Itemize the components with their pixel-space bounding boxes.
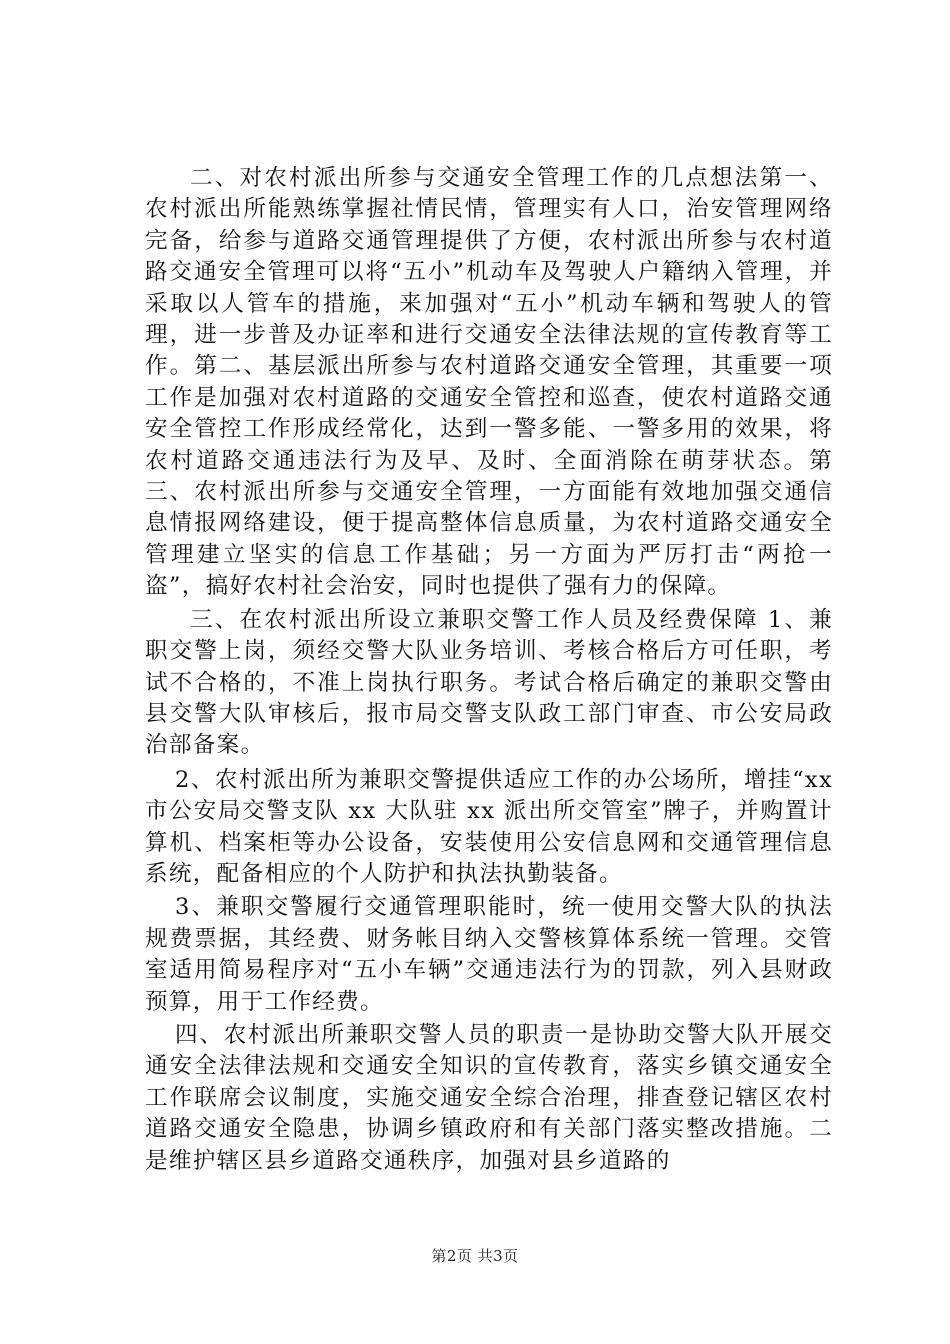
- paragraph-section-two: 二、对农村派出所参与交通安全管理工作的几点想法第一、农村派出所能熟练掌握社情民情，管理实有人口，治安管理网络完备，给参与道路交通管理提供了方便，农村派出所参与农村道路交通安全管理可以将“五小”机动车及驾驶人户籍纳入管理，并采取以人管车的措施，来加强对“五小”机动车辆和驾驶人的管理，进一步普及办证率和进行交通安全法律法规的宣传教育等工作。第二、基层派出所参与农村道路交通安全管理，其重要一项工作是加强对农村道路的交通安全管控和巡查，使农村道路交通安全管控工作形成经常化，达到一警多能、一警多用的效果，将农村道路交通违法行为及早、及时、全面消除在萌芽状态。第三、农村派出所参与交通安全管理，一方面能有效地加强交通信息情报网络建设，便于提高整体信息质量，为农村道路交通安全管理建立坚实的信息工作基础；另一方面为严厉打击“两抢一盗”，搞好农村社会治安，同时也提供了强有力的保障。: [145, 165, 833, 600]
- paragraph-item-two: 2、农村派出所为兼职交警提供适应工作的办公场所，增挂“xx 市公安局交警支队 xx 大队驻 xx 派出所交管室”牌子，并购置计算机、档案柜等办公设备，安装使用公安信息网和交通管理信息系统，配备相应的个人防护和执法执勤装备。: [145, 766, 833, 887]
- paragraph-item-three: 3、兼职交警履行交通管理职能时，统一使用交警大队的执法规费票据，其经费、财务帐目纳入交警核算体系统一管理。交管室适用简易程序对“五小车辆”交通违法行为的罚款，列入县财政预算，用于工作经费。: [145, 894, 833, 1015]
- paragraph-section-three: 三、在农村派出所设立兼职交警工作人员及经费保障 1、兼职交警上岗，须经交警大队业务培训、考核合格后方可任职，考试不合格的，不准上岗执行职务。考试合格后确定的兼职交警由县交警大队审核后，报市局交警支队政工部门审查、市公安局政治部备案。: [145, 606, 833, 759]
- document-body: [145, 163, 833, 1177]
- paragraph-section-four: 四、农村派出所兼职交警人员的职责一是协助交警大队开展交通安全法律法规和交通安全知识的宣传教育，落实乡镇交通安全工作联席会议制度，实施交通安全综合治理，排查登记辖区农村道路交通安全隐患，协调乡镇政府和有关部门落实整改措施。二是维护辖区县乡道路交通秩序，加强对县乡道路的: [145, 1021, 833, 1174]
- page-number-footer: 第2页 共3页: [431, 1247, 519, 1265]
